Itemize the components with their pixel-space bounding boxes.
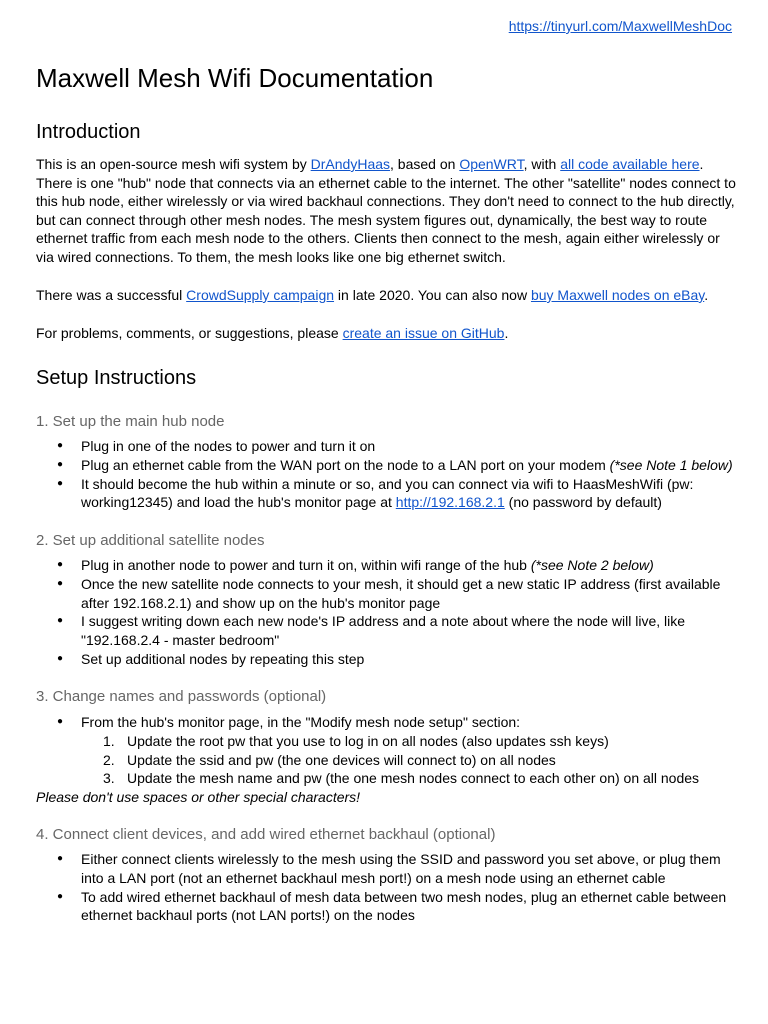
- crowdsupply-text-3: .: [704, 287, 709, 303]
- item-number: 2.: [103, 751, 115, 768]
- item-number: 3.: [103, 770, 115, 787]
- all-code-link[interactable]: all code available here: [560, 156, 700, 172]
- list-item: [36, 437, 736, 456]
- introduction-heading: Introduction: [36, 121, 141, 143]
- step1-bullet1-text: Plug in one of the nodes to power and turn it on: [81, 438, 376, 454]
- drandyhaas-link[interactable]: DrAndyHaas: [310, 156, 391, 172]
- openwrt-link[interactable]: OpenWRT: [459, 156, 524, 172]
- hub-monitor-link[interactable]: http://192.168.2.1: [395, 494, 505, 511]
- step4-heading: 4. Connect client devices, and add wired ethernet backhaul (optional): [36, 826, 496, 843]
- list-item: [36, 556, 736, 575]
- step1-bullet2-text: Plug an ethernet cable from the WAN port on the node to a LAN port on your modem: [81, 456, 610, 473]
- list-item: [36, 575, 736, 613]
- step2-heading: 2. Set up additional satellite nodes: [36, 532, 265, 549]
- step2-bullet4-text: Set up additional nodes by repeating this step: [81, 650, 365, 667]
- note2-reference: (*see Note 2 below): [530, 557, 654, 573]
- step4-bullet1-text: Either connect clients wirelessly to the mesh using the SSID and password you set above, or plug them into a LAN port (not an ethernet backhaul mesh port!) on a mesh node using an ethernet cable: [81, 851, 721, 886]
- github-text-1: For problems, comments, or suggestions, please: [36, 325, 343, 341]
- list-item: [36, 850, 736, 888]
- step1-bullet3-text-2: (no password by default): [504, 494, 662, 511]
- step2-bullet3-text: I suggest writing down each new node's IP address and a note about where the node will live, like "192.168.2.4 - master bedroom": [81, 613, 686, 649]
- step3-list: [36, 713, 736, 788]
- special-characters-note: Please don't use spaces or other special characters!: [36, 789, 361, 805]
- github-text-2: .: [504, 325, 509, 341]
- step3-sublist: [81, 732, 736, 788]
- step2-bullet1-text: Plug in another node to power and turn it on, within wifi range of the hub: [81, 557, 531, 573]
- list-item: [36, 612, 736, 650]
- intro-text-1: This is an open-source mesh wifi system by: [36, 156, 311, 172]
- intro-paragraph: [36, 155, 736, 267]
- setup-instructions-heading: Setup Instructions: [36, 367, 197, 389]
- intro-text-2: , based on: [390, 156, 460, 172]
- step4-bullet2-text: To add wired ethernet backhaul of mesh data between two mesh nodes, plug an ethernet cable between ethernet backhaul ports (not LAN ports!) on the nodes: [81, 888, 727, 924]
- github-paragraph: [36, 324, 736, 343]
- crowdsupply-paragraph: [36, 286, 736, 305]
- list-item: [36, 475, 736, 513]
- numbered-item: [81, 751, 736, 770]
- intro-text-3: , with: [523, 156, 561, 172]
- github-issue-link[interactable]: create an issue on GitHub: [342, 325, 505, 341]
- numbered-item-text: Update the mesh name and pw (the one mesh nodes connect to each other on) on all nodes: [127, 770, 700, 787]
- ebay-link[interactable]: buy Maxwell nodes on eBay: [530, 287, 705, 303]
- list-item: [36, 456, 736, 475]
- list-item: [36, 713, 736, 788]
- item-number: 1.: [103, 732, 115, 749]
- list-item: [36, 650, 736, 669]
- crowdsupply-text-2: in late 2020. You can also now: [334, 287, 531, 303]
- step1-bullet3-text: It should become the hub within a minute or so, and you can connect via wifi to HaasMeshWifi (pw: working12345) and load the hub's monitor page at: [81, 475, 694, 511]
- crowdsupply-text-1: There was a successful: [36, 287, 187, 303]
- step3-bullet1-text: From the hub's monitor page, in the "Modify mesh node setup" section:: [81, 714, 521, 730]
- page-title: Maxwell Mesh Wifi Documentation: [36, 63, 434, 93]
- list-item: [36, 888, 736, 926]
- crowdsupply-link[interactable]: CrowdSupply campaign: [186, 287, 335, 303]
- tinyurl-link[interactable]: https://tinyurl.com/MaxwellMeshDoc: [508, 18, 732, 34]
- numbered-item: [81, 769, 736, 788]
- numbered-item-text: Update the ssid and pw (the one devices will connect to) on all nodes: [127, 751, 556, 768]
- step1-heading: 1. Set up the main hub node: [36, 413, 225, 430]
- step2-bullet2-text: Once the new satellite node connects to your mesh, it should get a new static IP address (first available after 192.168.2.1) and show up on the hub's monitor page: [81, 575, 721, 611]
- numbered-item-text: Update the root pw that you use to log in on all nodes (also updates ssh keys): [127, 732, 609, 749]
- step3-heading: 3. Change names and passwords (optional): [36, 688, 327, 705]
- step1-list: [36, 437, 736, 512]
- step4-list: [36, 850, 736, 925]
- note1-reference: (*see Note 1 below): [609, 456, 733, 473]
- intro-text-4: . There is one "hub" node that connects via an ethernet cable to the internet. The other "satellite" nodes connect to this hub node, either wirelessly or via wired backhaul connections. They don't need to connect to the hub directly, but can connect through other mesh nodes. The mesh system figures out, dynamically, the best way to route ethernet traffic from each mesh node to the others. Clients then connect to the mesh, again either wirelessly or via wired connections. To them, the mesh looks like one big ethernet switch.: [36, 156, 736, 265]
- numbered-item: [81, 732, 736, 751]
- step2-list: [36, 556, 736, 669]
